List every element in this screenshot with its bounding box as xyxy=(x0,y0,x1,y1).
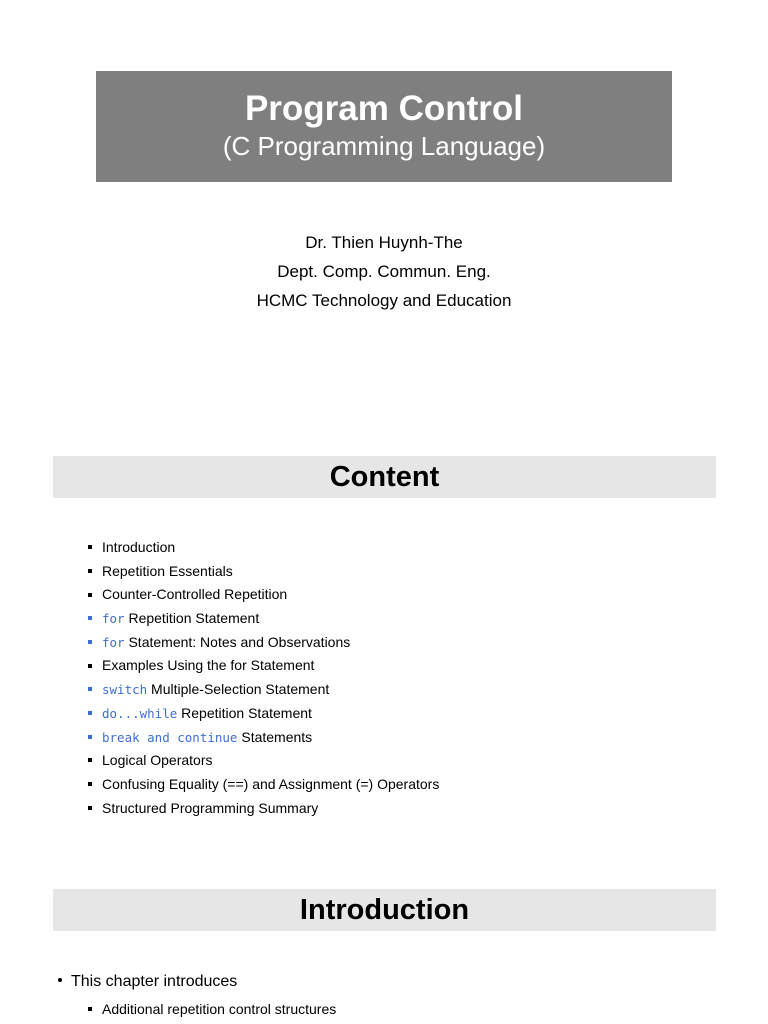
list-item: do...while Repetition Statement xyxy=(88,702,439,726)
square-bullet-icon xyxy=(88,640,92,644)
list-item: Confusing Equality (==) and Assignment (=) Operators xyxy=(88,773,439,797)
list-item: Logical Operators xyxy=(88,749,439,773)
square-bullet-icon xyxy=(88,593,92,597)
author-name: Dr. Thien Huynh-The xyxy=(305,233,463,252)
square-bullet-icon xyxy=(88,1007,92,1011)
list-item: switch Multiple-Selection Statement xyxy=(88,678,439,702)
square-bullet-icon xyxy=(88,806,92,810)
list-item: Counter-Controlled Repetition xyxy=(88,583,439,607)
slide-title: Program Control xyxy=(244,89,524,128)
list-item: for Repetition Statement xyxy=(88,607,439,631)
code-keyword: for xyxy=(102,634,125,650)
intro-bullet: This chapter introduces xyxy=(58,972,237,992)
square-bullet-icon xyxy=(88,545,92,549)
author-institution: HCMC Technology and Education xyxy=(256,291,512,310)
square-bullet-icon xyxy=(88,664,92,668)
list-item: Structured Programming Summary xyxy=(88,797,439,821)
author-block xyxy=(0,228,768,315)
code-keyword: do...while xyxy=(102,705,178,721)
square-bullet-icon xyxy=(88,711,92,715)
code-keyword: for xyxy=(102,611,125,627)
square-bullet-icon xyxy=(88,569,92,573)
slide-subtitle: (C Programming Language) xyxy=(222,131,546,161)
list-item: Examples Using the for Statement xyxy=(88,654,439,678)
square-bullet-icon xyxy=(88,687,92,691)
list-item: Introduction xyxy=(88,536,439,560)
square-bullet-icon xyxy=(88,735,92,739)
square-bullet-icon xyxy=(88,758,92,762)
square-bullet-icon xyxy=(88,616,92,620)
square-bullet-icon xyxy=(88,782,92,786)
author-department: Dept. Comp. Commun. Eng. xyxy=(277,262,491,281)
content-heading: Content xyxy=(53,456,716,498)
list-item: break and continue Statements xyxy=(88,726,439,750)
list-item: for Statement: Notes and Observations xyxy=(88,631,439,655)
code-keyword: switch xyxy=(102,682,148,698)
code-keyword: break and continue xyxy=(102,729,238,745)
content-list xyxy=(88,536,439,820)
introduction-heading: Introduction xyxy=(53,889,716,931)
list-item: Repetition Essentials xyxy=(88,560,439,584)
round-bullet-icon xyxy=(58,978,62,982)
intro-sub-item: Additional repetition control structures xyxy=(88,999,336,1019)
